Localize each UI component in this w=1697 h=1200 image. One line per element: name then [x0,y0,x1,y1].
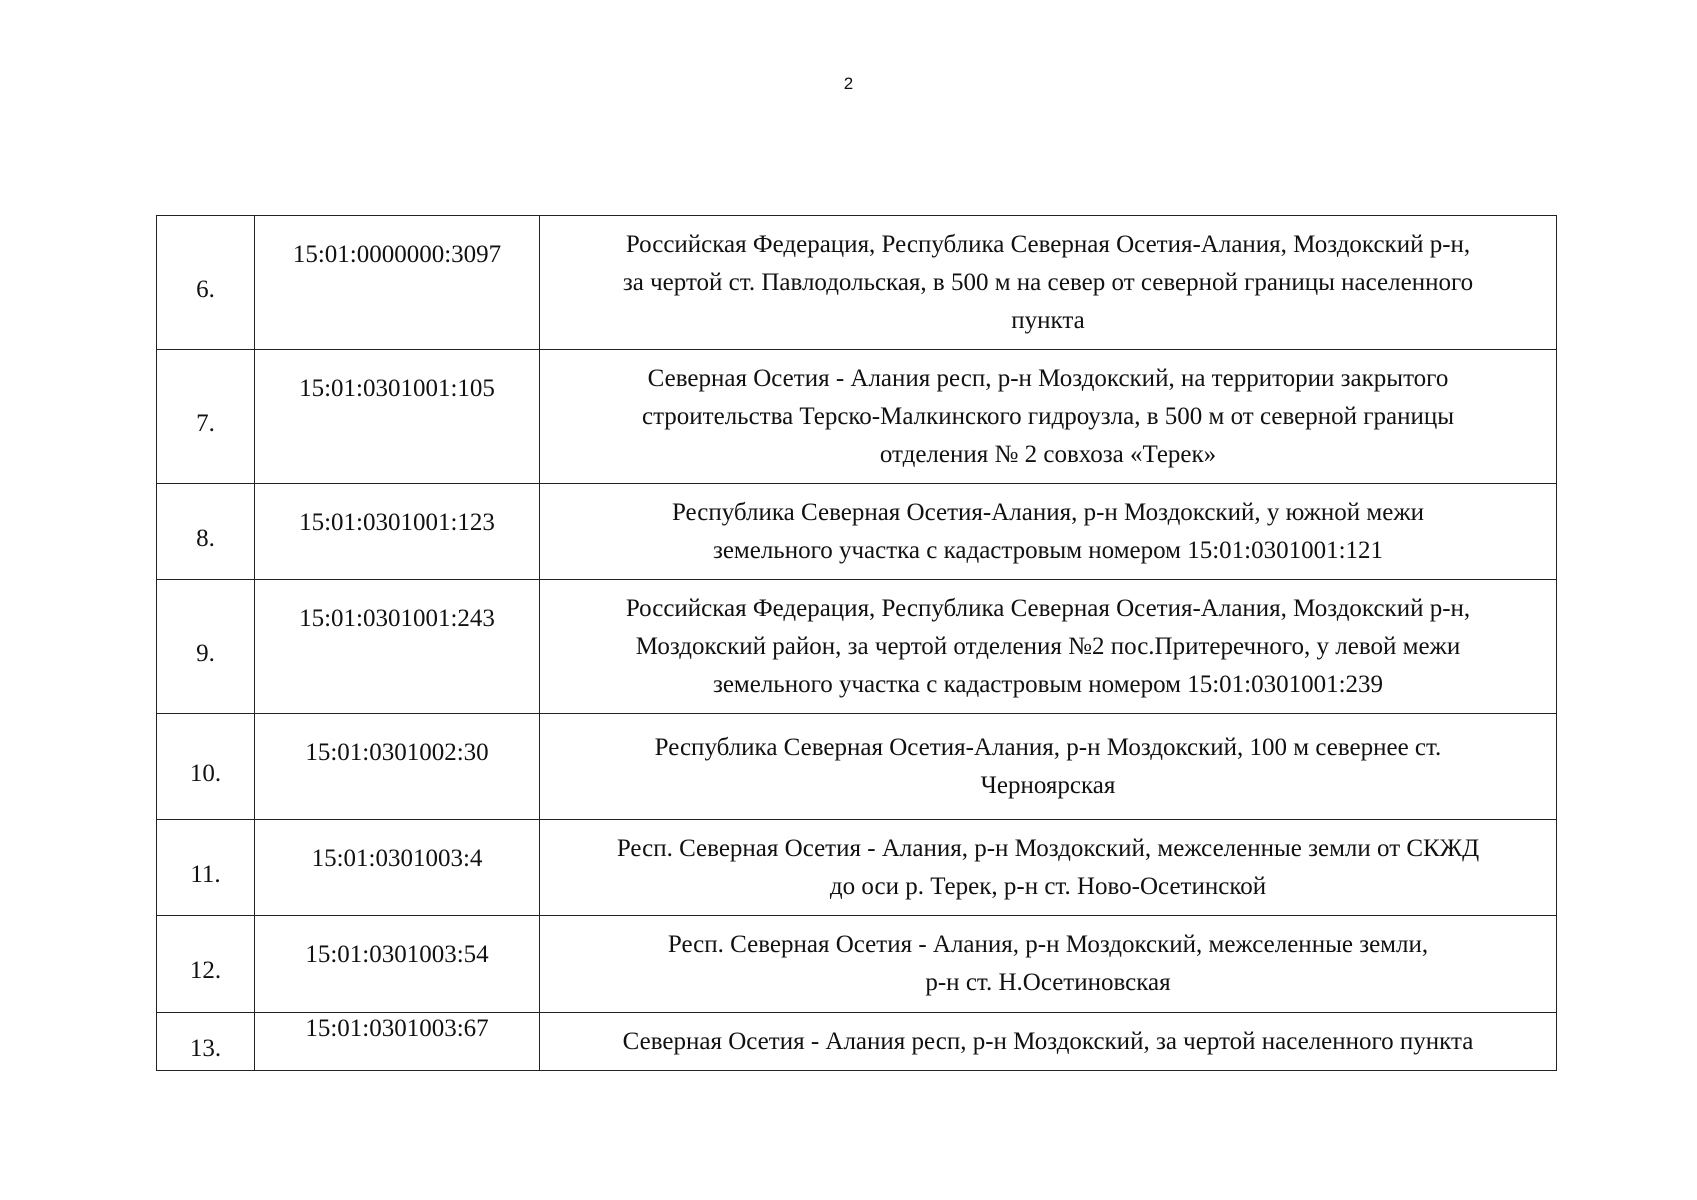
address-line: Северная Осетия - Алания респ, р-н Моздокский, на территории закрытого [647,364,1449,392]
table-row [157,714,1557,820]
table-row [157,484,1557,580]
address-line: Республика Северная Осетия-Алания, р-н Моздокский, у южной межи [671,498,1424,526]
table-row [157,1013,1557,1071]
land-plots-table [156,215,1557,1071]
address-line: земельного участка с кадастровым номером 15:01:0301001:121 [712,536,1384,564]
address-cell [540,820,1557,916]
address-cell [540,580,1557,714]
address-line: Северная Осетия - Алания респ, р-н Моздокский, за чертой населенного пункта [622,1027,1474,1055]
cadastral-number: 15:01:0301003:67 [255,1013,540,1071]
row-number: 10. [157,714,255,820]
address-line: Российская Федерация, Республика Северная Осетия-Алания, Моздокский р-н, [625,230,1471,258]
address-line: пункта [1011,306,1085,334]
row-number: 6. [157,216,255,350]
cadastral-number: 15:01:0301001:243 [255,580,540,714]
row-number: 7. [157,350,255,484]
address-line: земельного участка с кадастровым номером 15:01:0301001:239 [712,670,1384,698]
address-cell [540,484,1557,580]
page-number: 2 [843,74,854,93]
row-number: 13. [157,1013,255,1071]
address-cell [540,916,1557,1013]
address-line: Моздокский район, за чертой отделения №2 пос.Притеречного, у левой межи [635,632,1461,660]
cadastral-number: 15:01:0301003:4 [255,820,540,916]
address-line: Черноярская [980,771,1116,799]
address-line: Республика Северная Осетия-Алания, р-н Моздокский, 100 м севернее ст. [654,733,1442,761]
table-row [157,580,1557,714]
table-row [157,820,1557,916]
cadastral-number: 15:01:0301001:105 [255,350,540,484]
address-cell [540,1013,1557,1071]
address-line: отделения № 2 совхоза «Терек» [879,440,1217,468]
address-line: за чертой ст. Павлодольская, в 500 м на север от северной границы населенного [622,268,1474,296]
address-line: Респ. Северная Осетия - Алания, р-н Моздокский, межселенные земли от СКЖД [616,834,1480,862]
address-line: Российская Федерация, Республика Северная Осетия-Алания, Моздокский р-н, [625,594,1471,622]
cadastral-number: 15:01:0301002:30 [255,714,540,820]
table-row [157,350,1557,484]
table-row [157,216,1557,350]
cadastral-number: 15:01:0000000:3097 [255,216,540,350]
address-line: Респ. Северная Осетия - Алания, р-н Моздокский, межселенные земли, [667,931,1429,958]
address-line: строительства Терско-Малкинского гидроузла, в 500 м от северной границы [641,402,1455,430]
address-line: р-н ст. Н.Осетиновская [925,969,1171,996]
table-row [157,916,1557,1013]
row-number: 8. [157,484,255,580]
row-number: 9. [157,580,255,714]
address-line: до оси р. Терек, р-н ст. Ново-Осетинской [829,872,1267,900]
cadastral-number: 15:01:0301003:54 [255,916,540,1013]
cadastral-number: 15:01:0301001:123 [255,484,540,580]
address-cell [540,714,1557,820]
address-cell [540,216,1557,350]
address-cell [540,350,1557,484]
row-number: 12. [157,916,255,1013]
row-number: 11. [157,820,255,916]
